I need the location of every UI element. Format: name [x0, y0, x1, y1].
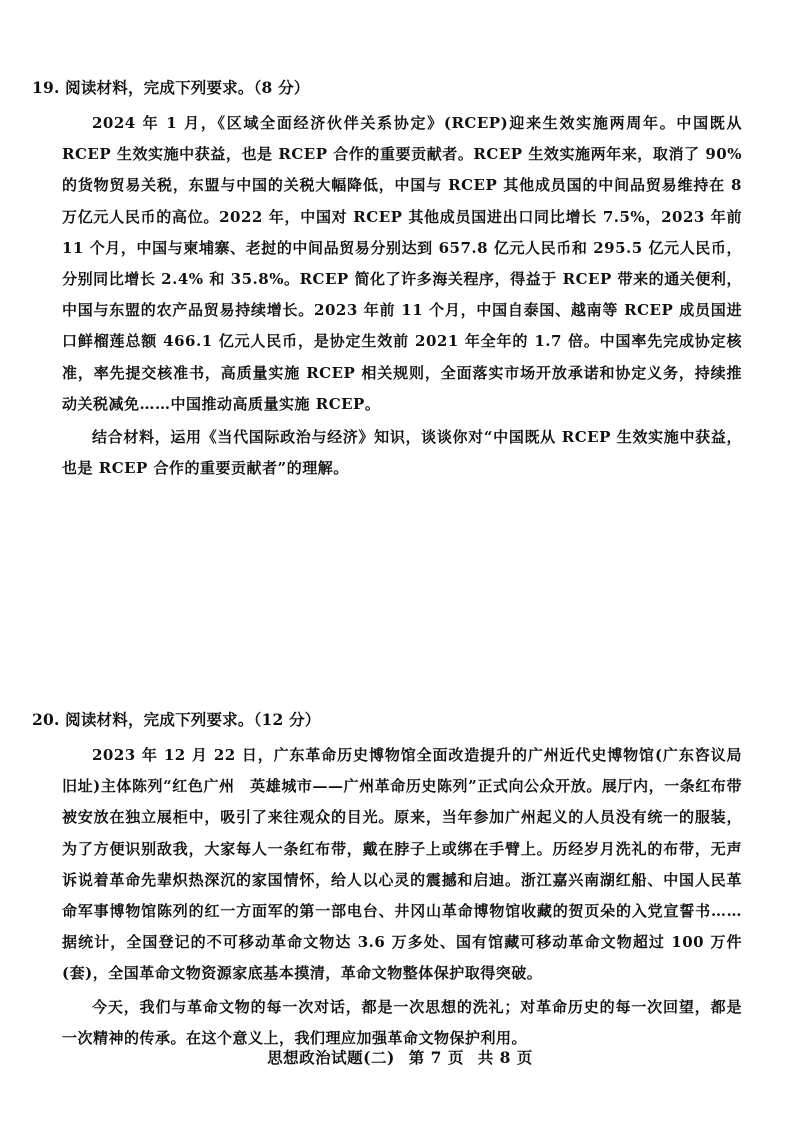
page-footer	[0, 1046, 800, 1068]
question-20-material: 2023 年 12 月 22 日，广东革命历史博物馆全面改造提升的广州近代史博物馆(广东咨议局旧址)主体陈列“红色广州 英雄城市——广州革命历史陈列”正式向公众开放。展厅内，一条红布带被安放在独立展柜中，吸引了来往观众的目光。原来，当年参加广州起义的人员没有统一的服装，为了方便识别敌我，大家每人一条红布带，戴在脖子上或绑在手臂上。历经岁月洗礼的布带，无声诉说着革命先辈炽热深沉的家国情怀，给人以心灵的震撼和启迪。浙江嘉兴南湖红船、中国人民革命军事博物馆陈列的红一方面军的第一部电台、井冈山革命博物馆收藏的贺页朵的入党宣誓书……据统计，全国登记的不可移动革命文物达 3.6 万多处、国有馆藏可移动革命文物超过 100 万件(套)，全国革命文物资源家底基本摸清，革命文物整体保护取得突破。	[62, 746, 742, 983]
question-19-body	[32, 108, 742, 484]
question-19	[32, 76, 742, 484]
question-20-title: 20. 阅读材料，完成下列要求。（12 分）	[32, 710, 321, 729]
question-20-body	[32, 740, 742, 1054]
footer-total-pages: 共 8 页	[477, 1048, 533, 1067]
question-20	[32, 708, 742, 1054]
question-20-closing: 今天，我们与革命文物的每一次对话，都是一次思想的洗礼；对革命历史的每一次回望，都是一次精神的传承。在这个意义上，我们理应加强革命文物保护利用。	[62, 997, 742, 1047]
footer-subject: 思想政治试题(二)	[267, 1048, 395, 1067]
question-19-task: 结合材料，运用《当代国际政治与经济》知识，谈谈你对“中国既从 RCEP 生效实施中获益，也是 RCEP 合作的重要贡献者”的理解。	[62, 428, 742, 478]
question-19-material: 2024 年 1 月，《区域全面经济伙伴关系协定》(RCEP)迎来生效实施两周年。中国既从 RCEP 生效实施中获益，也是 RCEP 合作的重要贡献者。RCEP 生效实施两年来，取消了 90% 的货物贸易关税，东盟与中国的关税大幅降低，中国与 RCEP 其他成员国的中间品贸易维持在 8 万亿元人民币的高位。2022 年，中国对 RCEP 其他成员国进出口同比增长 7.5%，2023 年前 11 个月，中国与柬埔寨、老挝的中间品贸易分别达到 657.8 亿元人民币和 295.5 亿元人民币，分别同比增长 2.4% 和 35.8%。RCEP 简化了许多海关程序，得益于 RCEP 带来的通关便利，中国与东盟的农产品贸易持续增长。2023 年前 11 个月，中国自泰国、越南等 RCEP 成员国进口鲜榴莲总额 466.1 亿元人民币，是协定生效前 2021 年全年的 1.7 倍。中国率先完成协定核准，率先提交核准书，高质量实施 RCEP 相关规则，全面落实市场开放承诺和协定义务，持续推动关税减免……中国推动高质量实施 RCEP。	[62, 114, 742, 413]
question-19-title: 19. 阅读材料，完成下列要求。（8 分）	[32, 78, 310, 97]
footer-page-number: 第 7 页	[408, 1048, 464, 1067]
